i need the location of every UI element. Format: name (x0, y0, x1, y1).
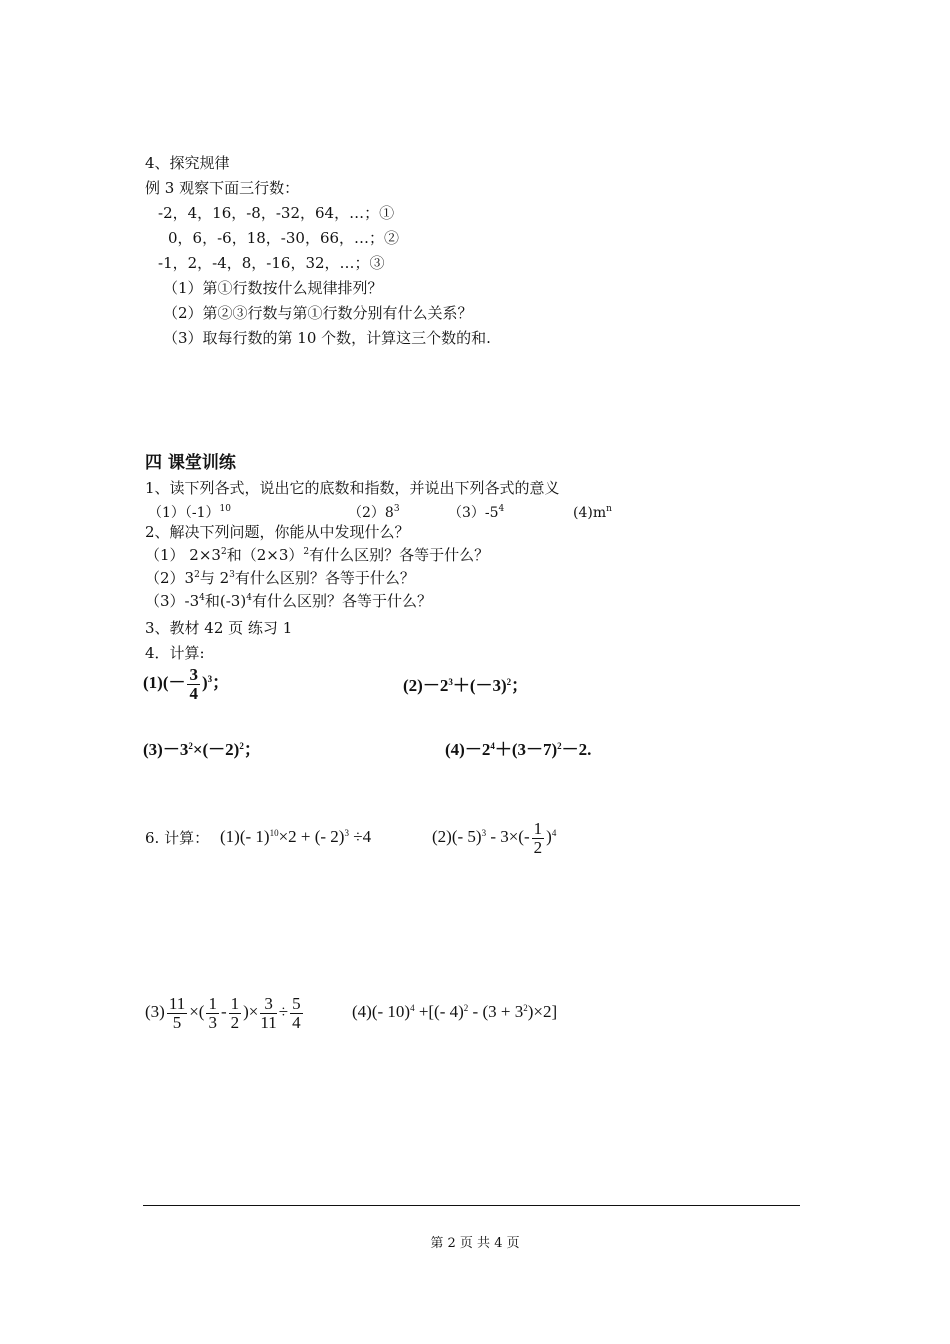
page-number: 第 2 页 共 4 页 (430, 1236, 520, 1251)
fraction: $\frac{1}{2}$ (230, 993, 240, 1032)
question-1: （1）第①行数按什么规律排列？ (163, 279, 383, 297)
fraction: $\frac{1}{3}$ (208, 993, 217, 1032)
fraction: $\frac{11}{5}$ (168, 993, 186, 1032)
section-title: 4、探究规律 (145, 154, 230, 172)
q1-item-3: $(3)-5^4$ (448, 504, 505, 521)
q1-item-2: $(2)8^3$ (348, 504, 400, 521)
example-label: 例 3 观察下面三行数： (145, 179, 300, 197)
fraction: $\frac{5}{4}$ (292, 993, 301, 1032)
q2-text: 2、解决下列问题，你能从中发现什么？ (145, 523, 410, 541)
q2-b: $(2)3^2$与 $2^3$有什么区别？各等于什么？ (145, 569, 415, 587)
q6-expr-4: (4)(- 10)$^4$ +[(- $4)^2 - (3 + 3^2)\times 2$] (352, 1002, 558, 1021)
fraction: $\frac{1}{2}$ (533, 818, 543, 857)
q6-expr-2: (2)(- 5)$^3$ - 3×(- $\frac{1}{2}$ )$^4$ (432, 818, 557, 857)
q1-item-1: $(1)(-1)^{10}$ (148, 504, 231, 521)
q3-text: 3、教材 42 页 练习 1 (145, 619, 293, 637)
q6-label: 6. 计算： (145, 829, 210, 847)
sequence-row-1: -2，4，16，-8，-32，64，…；① (158, 204, 395, 222)
q2-a: （1） $2\times 3^2$和$(2\times 3)^2$有什么区别？各等于什么？ (145, 546, 490, 564)
q4-label: 4．计算: (145, 644, 205, 662)
q1-text: 1、读下列各式，说出它的底数和指数，并说出下列各式的意义 (145, 479, 560, 497)
q4-expr-1: (1)(－ $\frac{3}{4}$ )$^3$； (143, 664, 230, 703)
q6-expr-3: (3) $\frac{11}{5}$ ×( $\frac{1}{3}$ - $\frac{1}{2}$ )× $\frac{3}{11}$ ÷ $\frac{5}{4}$ (145, 993, 301, 1032)
practice-heading: 四 课堂训练 (145, 453, 236, 473)
q2-c: $(3)-3^4$和$(-3)^4$有什么区别？各等于什么？ (145, 592, 432, 610)
question-3: （3）取每行数的第 10 个数，计算这三个数的和. (163, 329, 491, 347)
fraction: $\frac{3}{11}$ (260, 993, 277, 1032)
q6-expr-1: (1)(- 1)$^{10}$×2 + (- 2)$^3$ ÷4 (220, 827, 372, 846)
q1-item-4: $(4)m^n$ (573, 504, 612, 521)
q4-expr-2: $(2)-2^3+(-3)^2$； (403, 676, 529, 695)
footer-divider (143, 1205, 800, 1206)
q4-expr-3: $(3)-3^2\times(-2)^2$； (143, 740, 261, 759)
sequence-row-2: 0，6，-6，18，-30，66，…；② (168, 229, 400, 247)
fraction: $\frac{3}{4}$ (189, 664, 198, 703)
sequence-row-3: -1，2，-4，8，-16，32，…；③ (158, 254, 385, 272)
question-2: （2）第②③行数与第①行数分别有什么关系？ (163, 304, 473, 322)
q4-expr-4: $(4)-2^4+(3-7)^2-2$. (445, 740, 592, 759)
